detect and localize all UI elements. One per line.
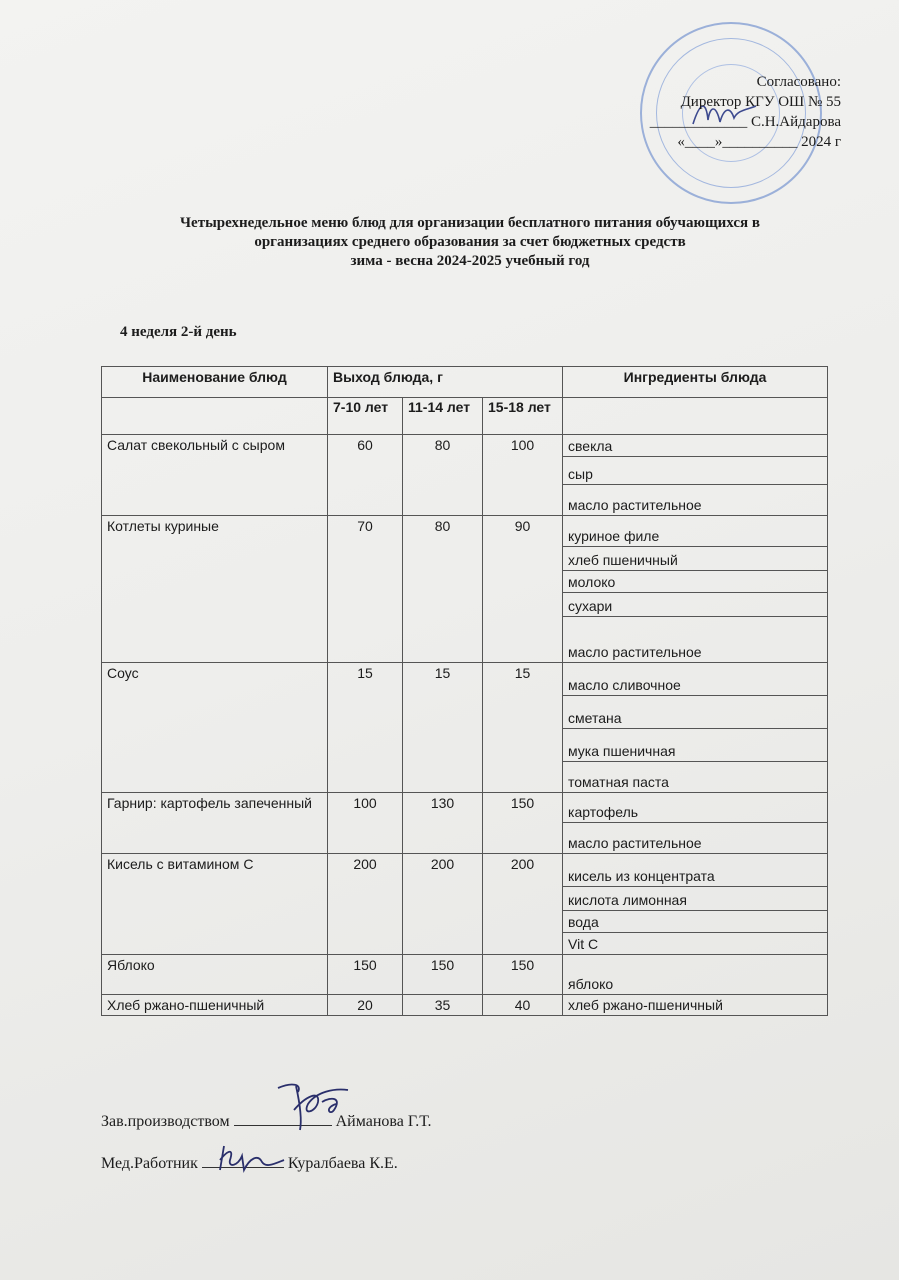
dish-output-15-18: 150 bbox=[483, 955, 563, 995]
dish-output-11-14: 200 bbox=[403, 854, 483, 955]
title-line-2: организациях среднего образования за счет бюджетных средств bbox=[254, 234, 686, 250]
dish-output-11-14: 80 bbox=[403, 435, 483, 516]
dish-output-15-18: 40 bbox=[483, 995, 563, 1016]
dish-output-15-18: 15 bbox=[483, 663, 563, 793]
ingredient-cell: хлеб ржано-пшеничный bbox=[563, 995, 828, 1016]
dish-output-11-14: 15 bbox=[403, 663, 483, 793]
approval-director: Директор КГУ ОШ № 55 bbox=[680, 94, 841, 110]
ingredient-cell: хлеб пшеничный bbox=[563, 547, 828, 571]
ingredient-cell: Vit C bbox=[563, 933, 828, 955]
dish-name: Салат свекольный с сыром bbox=[102, 435, 328, 516]
dish-output-11-14: 150 bbox=[403, 955, 483, 995]
title-line-3: зима - весна 2024-2025 учебный год bbox=[350, 253, 590, 269]
dish-name: Яблоко bbox=[102, 955, 328, 995]
dish-name: Гарнир: картофель запеченный bbox=[102, 793, 328, 854]
ingredient-cell: сметана bbox=[563, 696, 828, 729]
dish-output-15-18: 150 bbox=[483, 793, 563, 854]
dish-output-11-14: 80 bbox=[403, 516, 483, 663]
ingredient-cell: молоко bbox=[563, 571, 828, 593]
approval-signature-line: _____________ С.Н.Айдарова bbox=[649, 114, 841, 130]
menu-table bbox=[101, 366, 828, 1016]
ingredient-cell: масло растительное bbox=[563, 823, 828, 854]
approval-heading: Согласовано: bbox=[756, 74, 841, 90]
dish-output-11-14: 130 bbox=[403, 793, 483, 854]
ingredient-cell: масло растительное bbox=[563, 617, 828, 663]
header-empty bbox=[102, 398, 328, 435]
dish-output-11-14: 35 bbox=[403, 995, 483, 1016]
production-signature-row bbox=[101, 1113, 431, 1131]
ingredient-cell: мука пшеничная bbox=[563, 729, 828, 762]
ingredient-cell: яблоко bbox=[563, 955, 828, 995]
ingredient-cell: кислота лимонная bbox=[563, 887, 828, 911]
dish-name: Котлеты куриные bbox=[102, 516, 328, 663]
dish-name: Кисель с витамином С bbox=[102, 854, 328, 955]
approval-block bbox=[650, 72, 841, 152]
header-dish-name: Наименование блюд bbox=[102, 367, 328, 398]
header-empty-ingredients bbox=[563, 398, 828, 435]
subheader-row bbox=[102, 398, 828, 435]
title-line-1: Четырехнедельное меню блюд для организации бесплатного питания обучающихся в bbox=[180, 215, 760, 231]
dish-name: Хлеб ржано-пшеничный bbox=[102, 995, 328, 1016]
dish-name: Соус bbox=[102, 663, 328, 793]
ingredient-cell: масло растительное bbox=[563, 485, 828, 516]
production-role: Зав.производством bbox=[101, 1113, 230, 1130]
week-day-label: 4 неделя 2-й день bbox=[120, 324, 237, 340]
table-row bbox=[102, 854, 828, 887]
header-ingredients: Ингредиенты блюда bbox=[563, 367, 828, 398]
dish-output-7-10: 100 bbox=[328, 793, 403, 854]
ingredient-cell: картофель bbox=[563, 793, 828, 823]
page-title bbox=[120, 214, 820, 271]
dish-output-7-10: 200 bbox=[328, 854, 403, 955]
approval-date: «____»__________ 2024 г bbox=[677, 134, 841, 150]
ingredient-cell: кисель из концентрата bbox=[563, 854, 828, 887]
header-row bbox=[102, 367, 828, 398]
dish-output-7-10: 70 bbox=[328, 516, 403, 663]
table-row bbox=[102, 793, 828, 823]
header-age-15-18: 15-18 лет bbox=[483, 398, 563, 435]
header-output: Выход блюда, г bbox=[328, 367, 563, 398]
medical-name: Куралбаева К.Е. bbox=[287, 1155, 398, 1172]
header-age-7-10: 7-10 лет bbox=[328, 398, 403, 435]
ingredient-cell: сухари bbox=[563, 593, 828, 617]
ingredient-cell: куриное филе bbox=[563, 516, 828, 547]
medical-role: Мед.Работник bbox=[101, 1155, 198, 1172]
ingredient-cell: сыр bbox=[563, 457, 828, 485]
menu-body bbox=[102, 435, 828, 1016]
table-row bbox=[102, 516, 828, 547]
production-signature bbox=[272, 1080, 358, 1132]
ingredient-cell: масло сливочное bbox=[563, 663, 828, 696]
table-row bbox=[102, 955, 828, 995]
ingredient-cell: вода bbox=[563, 911, 828, 933]
dish-output-15-18: 90 bbox=[483, 516, 563, 663]
table-row bbox=[102, 435, 828, 457]
dish-output-7-10: 150 bbox=[328, 955, 403, 995]
table-row bbox=[102, 995, 828, 1016]
ingredient-cell: свекла bbox=[563, 435, 828, 457]
production-name: Айманова Г.Т. bbox=[335, 1113, 432, 1130]
dish-output-7-10: 15 bbox=[328, 663, 403, 793]
dish-output-7-10: 60 bbox=[328, 435, 403, 516]
dish-output-7-10: 20 bbox=[328, 995, 403, 1016]
dish-output-15-18: 200 bbox=[483, 854, 563, 955]
ingredient-cell: томатная паста bbox=[563, 762, 828, 793]
medical-signature bbox=[214, 1140, 290, 1176]
dish-output-15-18: 100 bbox=[483, 435, 563, 516]
table-row bbox=[102, 663, 828, 696]
header-age-11-14: 11-14 лет bbox=[403, 398, 483, 435]
